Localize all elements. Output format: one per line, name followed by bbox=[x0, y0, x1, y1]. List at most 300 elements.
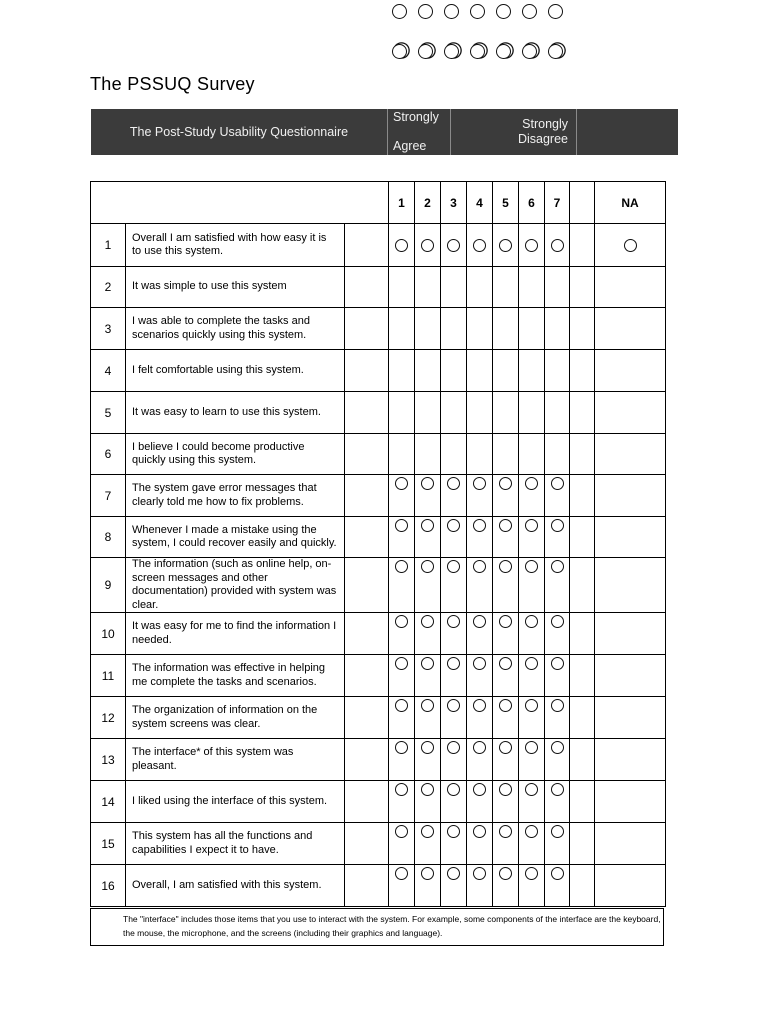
radio-circle-icon[interactable] bbox=[473, 699, 486, 712]
question-number: 12 bbox=[91, 697, 126, 739]
rating-cell-5[interactable] bbox=[493, 224, 519, 267]
rating-cell-4[interactable] bbox=[467, 517, 493, 558]
rating-cell-4 bbox=[467, 434, 493, 475]
radio-circle-icon[interactable] bbox=[551, 615, 564, 628]
radio-circle-icon[interactable] bbox=[525, 615, 538, 628]
rating-cell-4 bbox=[467, 267, 493, 308]
scale-header-1: 1 bbox=[389, 182, 415, 224]
rating-cell-5[interactable] bbox=[493, 558, 519, 613]
radio-circle-icon[interactable] bbox=[395, 560, 408, 573]
na-cell[interactable] bbox=[595, 224, 666, 267]
radio-circle-icon[interactable] bbox=[447, 783, 460, 796]
rating-cell-7[interactable] bbox=[545, 823, 570, 865]
question-text: The information was effective in helping me complete the tasks and scenarios. bbox=[126, 655, 345, 697]
question-blank-cell bbox=[345, 697, 389, 739]
rating-cell-2[interactable] bbox=[415, 613, 441, 655]
rating-cell-6[interactable] bbox=[519, 697, 545, 739]
na-cell bbox=[595, 613, 666, 655]
rating-cell-3 bbox=[441, 392, 467, 434]
radio-circle-icon[interactable] bbox=[447, 657, 460, 670]
spacer-cell bbox=[570, 781, 595, 823]
radio-circle-icon[interactable] bbox=[447, 867, 460, 880]
radio-circle-icon[interactable] bbox=[499, 519, 512, 532]
radio-circle-icon[interactable] bbox=[473, 519, 486, 532]
radio-circle-icon[interactable] bbox=[395, 239, 408, 252]
rating-cell-1[interactable] bbox=[389, 739, 415, 781]
radio-circle-icon[interactable] bbox=[551, 239, 564, 252]
radio-circle-icon[interactable] bbox=[499, 615, 512, 628]
question-text: Overall I am satisfied with how easy it is to use this system. bbox=[126, 224, 345, 267]
radio-circle-icon[interactable] bbox=[473, 741, 486, 754]
rating-cell-6[interactable] bbox=[519, 558, 545, 613]
survey-table bbox=[90, 181, 666, 907]
radio-circle-icon[interactable] bbox=[447, 615, 460, 628]
radio-circle-icon[interactable] bbox=[499, 239, 512, 252]
spacer-cell bbox=[570, 434, 595, 475]
question-blank-cell bbox=[345, 434, 389, 475]
radio-circle-icon[interactable] bbox=[395, 867, 408, 880]
stray-radio-row-2 bbox=[392, 44, 563, 59]
na-cell bbox=[595, 655, 666, 697]
radio-circle-icon[interactable] bbox=[395, 783, 408, 796]
radio-circle-icon[interactable] bbox=[551, 657, 564, 670]
radio-circle-icon[interactable] bbox=[473, 825, 486, 838]
rating-cell-2 bbox=[415, 434, 441, 475]
rating-cell-4[interactable] bbox=[467, 781, 493, 823]
rating-cell-7 bbox=[545, 308, 570, 350]
question-row bbox=[91, 267, 666, 308]
rating-cell-2[interactable] bbox=[415, 475, 441, 517]
radio-circle-icon[interactable] bbox=[395, 657, 408, 670]
rating-cell-6 bbox=[519, 308, 545, 350]
rating-cell-3[interactable] bbox=[441, 655, 467, 697]
rating-cell-5[interactable] bbox=[493, 739, 519, 781]
rating-cell-7 bbox=[545, 392, 570, 434]
question-text: It was easy for me to find the information I needed. bbox=[126, 613, 345, 655]
question-text: The organization of information on the system screens was clear. bbox=[126, 697, 345, 739]
rating-cell-1[interactable] bbox=[389, 781, 415, 823]
rating-cell-3[interactable] bbox=[441, 613, 467, 655]
rating-cell-2[interactable] bbox=[415, 865, 441, 907]
question-blank-cell bbox=[345, 739, 389, 781]
na-header: NA bbox=[595, 182, 666, 224]
spacer-cell bbox=[570, 865, 595, 907]
radio-circle-icon[interactable] bbox=[421, 519, 434, 532]
rating-cell-3[interactable] bbox=[441, 475, 467, 517]
strongly-disagree-line2: Disagree bbox=[517, 132, 568, 146]
radio-circle-icon[interactable] bbox=[473, 560, 486, 573]
rating-cell-3 bbox=[441, 434, 467, 475]
question-number: 10 bbox=[91, 613, 126, 655]
radio-circle-icon[interactable] bbox=[551, 741, 564, 754]
strongly-disagree-label bbox=[451, 109, 577, 155]
rating-cell-6[interactable] bbox=[519, 475, 545, 517]
question-number: 7 bbox=[91, 475, 126, 517]
rating-cell-3 bbox=[441, 350, 467, 392]
rating-cell-4[interactable] bbox=[467, 865, 493, 907]
strongly-agree-line2: Agree bbox=[393, 139, 427, 153]
question-number: 14 bbox=[91, 781, 126, 823]
na-cell bbox=[595, 350, 666, 392]
spacer-cell bbox=[570, 823, 595, 865]
na-radio-circle-icon[interactable] bbox=[624, 239, 637, 252]
radio-circle-icon[interactable] bbox=[499, 657, 512, 670]
question-number: 4 bbox=[91, 350, 126, 392]
rating-cell-7[interactable] bbox=[545, 739, 570, 781]
radio-circle-icon[interactable] bbox=[418, 44, 433, 59]
rating-cell-1 bbox=[389, 434, 415, 475]
radio-circle-icon[interactable] bbox=[551, 699, 564, 712]
radio-circle-icon[interactable] bbox=[392, 4, 407, 19]
spacer-cell bbox=[570, 267, 595, 308]
radio-circle-icon[interactable] bbox=[525, 825, 538, 838]
radio-circle-icon[interactable] bbox=[548, 44, 563, 59]
radio-circle-icon[interactable] bbox=[447, 560, 460, 573]
rating-cell-1[interactable] bbox=[389, 224, 415, 267]
question-text: This system has all the functions and capabilities I expect it to have. bbox=[126, 823, 345, 865]
question-blank-cell bbox=[345, 865, 389, 907]
radio-circle-icon[interactable] bbox=[447, 741, 460, 754]
rating-cell-2[interactable] bbox=[415, 517, 441, 558]
rating-cell-6[interactable] bbox=[519, 739, 545, 781]
radio-circle-icon[interactable] bbox=[522, 4, 537, 19]
rating-cell-2[interactable] bbox=[415, 823, 441, 865]
rating-cell-3[interactable] bbox=[441, 224, 467, 267]
radio-circle-icon[interactable] bbox=[421, 657, 434, 670]
radio-circle-icon[interactable] bbox=[496, 4, 511, 19]
radio-circle-icon[interactable] bbox=[421, 560, 434, 573]
rating-cell-2[interactable] bbox=[415, 224, 441, 267]
strongly-agree-line1: Strongly bbox=[393, 110, 439, 124]
na-cell bbox=[595, 267, 666, 308]
question-blank-cell bbox=[345, 308, 389, 350]
rating-cell-2[interactable] bbox=[415, 739, 441, 781]
rating-cell-7[interactable] bbox=[545, 655, 570, 697]
question-number: 6 bbox=[91, 434, 126, 475]
rating-cell-3[interactable] bbox=[441, 697, 467, 739]
rating-cell-2[interactable] bbox=[415, 781, 441, 823]
radio-circle-icon[interactable] bbox=[499, 783, 512, 796]
radio-circle-icon[interactable] bbox=[551, 477, 564, 490]
radio-circle-icon[interactable] bbox=[548, 4, 563, 19]
rating-cell-4[interactable] bbox=[467, 823, 493, 865]
radio-circle-icon[interactable] bbox=[395, 741, 408, 754]
question-row bbox=[91, 517, 666, 558]
rating-cell-5 bbox=[493, 434, 519, 475]
radio-circle-icon[interactable] bbox=[444, 44, 459, 59]
rating-cell-3[interactable] bbox=[441, 739, 467, 781]
radio-circle-icon[interactable] bbox=[499, 867, 512, 880]
rating-cell-7 bbox=[545, 434, 570, 475]
radio-circle-icon[interactable] bbox=[447, 825, 460, 838]
radio-circle-icon[interactable] bbox=[522, 44, 537, 59]
question-text: It was simple to use this system bbox=[126, 267, 345, 308]
rating-cell-5[interactable] bbox=[493, 823, 519, 865]
radio-circle-icon[interactable] bbox=[447, 477, 460, 490]
rating-cell-6[interactable] bbox=[519, 655, 545, 697]
rating-cell-7[interactable] bbox=[545, 224, 570, 267]
page-title: The PSSUQ Survey bbox=[90, 74, 255, 94]
rating-cell-4 bbox=[467, 392, 493, 434]
header-empty-cell bbox=[577, 109, 678, 155]
question-text: I felt comfortable using this system. bbox=[126, 350, 345, 392]
question-row bbox=[91, 350, 666, 392]
question-row bbox=[91, 697, 666, 739]
question-number: 5 bbox=[91, 392, 126, 434]
header-blank-cell bbox=[91, 182, 389, 224]
radio-circle-icon[interactable] bbox=[395, 519, 408, 532]
rating-cell-2 bbox=[415, 308, 441, 350]
rating-cell-6 bbox=[519, 350, 545, 392]
rating-cell-6[interactable] bbox=[519, 517, 545, 558]
question-text: I believe I could become productive quickly using this system. bbox=[126, 434, 345, 475]
rating-cell-6[interactable] bbox=[519, 613, 545, 655]
question-number: 2 bbox=[91, 267, 126, 308]
rating-cell-4[interactable] bbox=[467, 655, 493, 697]
rating-cell-2[interactable] bbox=[415, 558, 441, 613]
radio-circle-icon[interactable] bbox=[499, 560, 512, 573]
rating-cell-1[interactable] bbox=[389, 655, 415, 697]
radio-circle-icon[interactable] bbox=[395, 477, 408, 490]
question-text: The interface* of this system was pleasant. bbox=[126, 739, 345, 781]
na-cell bbox=[595, 739, 666, 781]
radio-circle-icon[interactable] bbox=[499, 699, 512, 712]
question-number: 11 bbox=[91, 655, 126, 697]
spacer-cell bbox=[570, 517, 595, 558]
radio-circle-icon[interactable] bbox=[421, 825, 434, 838]
rating-cell-3 bbox=[441, 267, 467, 308]
radio-circle-icon[interactable] bbox=[395, 615, 408, 628]
question-text: Whenever I made a mistake using the system, I could recover easily and quickly. bbox=[126, 517, 345, 558]
radio-circle-icon[interactable] bbox=[525, 519, 538, 532]
rating-cell-6 bbox=[519, 434, 545, 475]
radio-circle-icon[interactable] bbox=[473, 657, 486, 670]
question-blank-cell bbox=[345, 823, 389, 865]
question-number: 1 bbox=[91, 224, 126, 267]
radio-circle-icon[interactable] bbox=[421, 615, 434, 628]
radio-circle-icon[interactable] bbox=[473, 783, 486, 796]
radio-circle-icon[interactable] bbox=[551, 783, 564, 796]
rating-cell-4[interactable] bbox=[467, 224, 493, 267]
rating-cell-3[interactable] bbox=[441, 823, 467, 865]
rating-cell-5[interactable] bbox=[493, 781, 519, 823]
question-blank-cell bbox=[345, 475, 389, 517]
spacer-cell bbox=[570, 558, 595, 613]
scale-header-2: 2 bbox=[415, 182, 441, 224]
na-cell bbox=[595, 308, 666, 350]
radio-circle-icon[interactable] bbox=[421, 741, 434, 754]
rating-cell-6[interactable] bbox=[519, 865, 545, 907]
na-cell bbox=[595, 781, 666, 823]
radio-circle-icon[interactable] bbox=[418, 4, 433, 19]
rating-cell-2[interactable] bbox=[415, 655, 441, 697]
spacer-cell bbox=[570, 392, 595, 434]
question-row bbox=[91, 613, 666, 655]
question-blank-cell bbox=[345, 267, 389, 308]
question-number: 9 bbox=[91, 558, 126, 613]
question-blank-cell bbox=[345, 655, 389, 697]
question-text: The information (such as online help, on-screen messages and other documentation) provided with system was clear. bbox=[126, 558, 345, 613]
rating-cell-4[interactable] bbox=[467, 475, 493, 517]
radio-circle-icon[interactable] bbox=[421, 783, 434, 796]
na-cell bbox=[595, 697, 666, 739]
radio-circle-icon[interactable] bbox=[499, 477, 512, 490]
rating-cell-5 bbox=[493, 392, 519, 434]
scale-header-6: 6 bbox=[519, 182, 545, 224]
radio-circle-icon[interactable] bbox=[551, 867, 564, 880]
question-number: 3 bbox=[91, 308, 126, 350]
rating-cell-5 bbox=[493, 308, 519, 350]
rating-cell-1[interactable] bbox=[389, 823, 415, 865]
radio-circle-icon[interactable] bbox=[525, 783, 538, 796]
rating-cell-4[interactable] bbox=[467, 613, 493, 655]
radio-circle-icon[interactable] bbox=[525, 560, 538, 573]
radio-circle-icon[interactable] bbox=[551, 825, 564, 838]
question-row bbox=[91, 224, 666, 267]
rating-cell-6[interactable] bbox=[519, 224, 545, 267]
rating-cell-1[interactable] bbox=[389, 558, 415, 613]
radio-circle-icon[interactable] bbox=[421, 699, 434, 712]
na-cell bbox=[595, 475, 666, 517]
rating-cell-3[interactable] bbox=[441, 865, 467, 907]
rating-cell-4 bbox=[467, 350, 493, 392]
radio-circle-icon[interactable] bbox=[473, 867, 486, 880]
rating-cell-3[interactable] bbox=[441, 517, 467, 558]
rating-cell-5[interactable] bbox=[493, 613, 519, 655]
radio-circle-icon[interactable] bbox=[473, 477, 486, 490]
na-cell bbox=[595, 517, 666, 558]
question-blank-cell bbox=[345, 781, 389, 823]
spacer-cell bbox=[570, 308, 595, 350]
rating-cell-5[interactable] bbox=[493, 697, 519, 739]
rating-cell-7[interactable] bbox=[545, 517, 570, 558]
radio-circle-icon[interactable] bbox=[499, 741, 512, 754]
strongly-agree-label bbox=[388, 109, 451, 155]
question-text: I liked using the interface of this system. bbox=[126, 781, 345, 823]
scale-header-4: 4 bbox=[467, 182, 493, 224]
rating-cell-5 bbox=[493, 267, 519, 308]
radio-circle-icon[interactable] bbox=[447, 699, 460, 712]
rating-cell-7[interactable] bbox=[545, 697, 570, 739]
radio-circle-icon[interactable] bbox=[551, 560, 564, 573]
radio-circle-icon[interactable] bbox=[421, 239, 434, 252]
spacer-cell bbox=[570, 475, 595, 517]
rating-cell-1[interactable] bbox=[389, 475, 415, 517]
radio-circle-icon[interactable] bbox=[473, 615, 486, 628]
rating-cell-1[interactable] bbox=[389, 517, 415, 558]
radio-circle-icon[interactable] bbox=[421, 477, 434, 490]
radio-circle-icon[interactable] bbox=[551, 519, 564, 532]
question-row bbox=[91, 823, 666, 865]
radio-circle-icon[interactable] bbox=[525, 699, 538, 712]
radio-circle-icon[interactable] bbox=[525, 239, 538, 252]
rating-cell-5[interactable] bbox=[493, 865, 519, 907]
header-spacer-cell bbox=[570, 182, 595, 224]
question-blank-cell bbox=[345, 517, 389, 558]
radio-circle-icon[interactable] bbox=[525, 657, 538, 670]
rating-cell-2 bbox=[415, 267, 441, 308]
radio-circle-icon[interactable] bbox=[473, 239, 486, 252]
question-row bbox=[91, 739, 666, 781]
radio-circle-icon[interactable] bbox=[395, 699, 408, 712]
radio-circle-icon[interactable] bbox=[525, 867, 538, 880]
rating-cell-1 bbox=[389, 350, 415, 392]
rating-cell-7[interactable] bbox=[545, 865, 570, 907]
rating-cell-4[interactable] bbox=[467, 697, 493, 739]
rating-cell-1[interactable] bbox=[389, 697, 415, 739]
rating-cell-6[interactable] bbox=[519, 781, 545, 823]
rating-cell-6 bbox=[519, 392, 545, 434]
rating-cell-3[interactable] bbox=[441, 781, 467, 823]
radio-circle-icon[interactable] bbox=[447, 519, 460, 532]
na-cell bbox=[595, 558, 666, 613]
na-cell bbox=[595, 865, 666, 907]
radio-circle-icon[interactable] bbox=[444, 4, 459, 19]
rating-cell-7[interactable] bbox=[545, 475, 570, 517]
strongly-disagree-line1: Strongly bbox=[522, 117, 568, 131]
radio-circle-icon[interactable] bbox=[525, 741, 538, 754]
rating-cell-7 bbox=[545, 350, 570, 392]
question-blank-cell bbox=[345, 350, 389, 392]
rating-cell-1 bbox=[389, 267, 415, 308]
questionnaire-header-band bbox=[91, 109, 678, 155]
question-blank-cell bbox=[345, 613, 389, 655]
question-text: Overall, I am satisfied with this system. bbox=[126, 865, 345, 907]
radio-circle-icon[interactable] bbox=[470, 44, 485, 59]
rating-cell-4[interactable] bbox=[467, 739, 493, 781]
rating-cell-7[interactable] bbox=[545, 558, 570, 613]
radio-circle-icon[interactable] bbox=[499, 825, 512, 838]
stray-radio-row-1 bbox=[392, 4, 563, 19]
scale-header-row bbox=[91, 182, 666, 224]
radio-circle-icon[interactable] bbox=[496, 44, 511, 59]
rating-cell-6 bbox=[519, 267, 545, 308]
rating-cell-3 bbox=[441, 308, 467, 350]
rating-cell-7[interactable] bbox=[545, 781, 570, 823]
rating-cell-2[interactable] bbox=[415, 697, 441, 739]
rating-cell-7 bbox=[545, 267, 570, 308]
radio-circle-icon[interactable] bbox=[470, 4, 485, 19]
question-row bbox=[91, 558, 666, 613]
spacer-cell bbox=[570, 655, 595, 697]
scale-header-5: 5 bbox=[493, 182, 519, 224]
rating-cell-2 bbox=[415, 350, 441, 392]
question-text: It was easy to learn to use this system. bbox=[126, 392, 345, 434]
question-blank-cell bbox=[345, 558, 389, 613]
question-text: The system gave error messages that clearly told me how to fix problems. bbox=[126, 475, 345, 517]
rating-cell-4[interactable] bbox=[467, 558, 493, 613]
rating-cell-5[interactable] bbox=[493, 655, 519, 697]
rating-cell-5[interactable] bbox=[493, 475, 519, 517]
question-text: I was able to complete the tasks and scenarios quickly using this system. bbox=[126, 308, 345, 350]
radio-circle-icon[interactable] bbox=[525, 477, 538, 490]
rating-cell-1[interactable] bbox=[389, 865, 415, 907]
question-row bbox=[91, 475, 666, 517]
rating-cell-1[interactable] bbox=[389, 613, 415, 655]
interface-footnote: The "interface" includes those items that you use to interact with the system. For example, some components of the interface are the keyboard, the mouse, the microphone, and the screens (including their graphics and language). bbox=[90, 908, 664, 946]
rating-cell-5[interactable] bbox=[493, 517, 519, 558]
rating-cell-6[interactable] bbox=[519, 823, 545, 865]
rating-cell-3[interactable] bbox=[441, 558, 467, 613]
rating-cell-2 bbox=[415, 392, 441, 434]
radio-circle-icon[interactable] bbox=[421, 867, 434, 880]
question-row bbox=[91, 781, 666, 823]
rating-cell-7[interactable] bbox=[545, 613, 570, 655]
radio-circle-icon[interactable] bbox=[447, 239, 460, 252]
na-cell bbox=[595, 823, 666, 865]
radio-circle-icon[interactable] bbox=[395, 825, 408, 838]
radio-circle-icon[interactable] bbox=[392, 44, 407, 59]
